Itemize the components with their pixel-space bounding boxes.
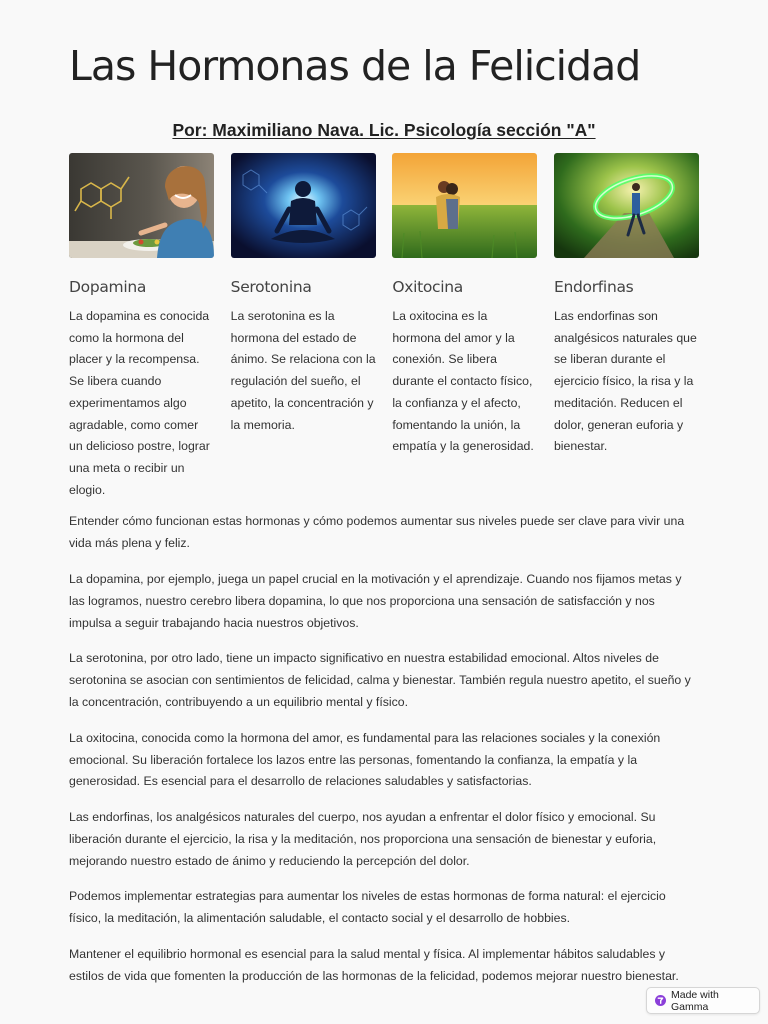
card-oxitocina <box>392 153 537 501</box>
paragraph: Mantener el equilibrio hormonal es esencial para la salud mental y física. Al implementar hábitos saludables y estilos de vida que fomenten la producción de las hormonas de la felicidad, podemos mejorar nuestro bienestar. <box>69 947 679 983</box>
page-title: Las Hormonas de la Felicidad <box>69 42 641 90</box>
card-description: La oxitocina es la hormona del amor y la conexión. Se libera durante el contacto físico, la confianza y el afecto, fomentando la unión, la empatía y la generosidad. <box>392 309 534 454</box>
paragraph: La serotonina, por otro lado, tiene un impacto significativo en nuestra estabilidad emocional. Altos niveles de serotonina se asocian con sentimientos de felicidad, calma y bienestar. También regula nuestro apetito, el sueño y la concentración, contribuyendo a un equilibrio mental y físico. <box>69 651 691 709</box>
card-endorfinas <box>554 153 699 501</box>
card-dopamina <box>69 153 214 501</box>
badge-label: Made with Gamma <box>671 988 719 1013</box>
paragraph: La dopamina, por ejemplo, juega un papel crucial en la motivación y el aprendizaje. Cuando nos fijamos metas y las logramos, nuestro cerebro libera dopamina, lo que nos proporciona una sensación de satisfacción y nos impulsa a seguir trabajando hacia nuestros objetivos. <box>69 571 682 630</box>
gamma-logo-icon <box>655 995 666 1006</box>
hormone-cards <box>69 153 699 501</box>
serotonina-image <box>231 153 376 258</box>
document-body <box>69 38 699 988</box>
card-title: Serotonina <box>230 278 312 296</box>
card-title: Oxitocina <box>392 278 464 296</box>
paragraph: La oxitocina, conocida como la hormona del amor, es fundamental para las relaciones sociales y la conexión emocional. Su liberación fortalece los lazos entre las personas, fomentando la confianza, la empatía y la generosidad. Es esencial para el desarrollo de relaciones saludables y satisfactorias. <box>69 730 661 789</box>
author-subtitle-text: Por: Maximiliano Nava. Lic. Psicología sección "A" <box>172 120 596 140</box>
endorfinas-image <box>554 153 699 258</box>
card-description: La serotonina es la hormona del estado de ánimo. Se relaciona con la regulación del sueño, el apetito, la concentración y la memoria. <box>230 309 376 432</box>
dopamina-image <box>69 153 214 258</box>
paragraph: Podemos implementar estrategias para aumentar los niveles de estas hormonas de forma natural: el ejercicio físico, la meditación, la alimentación saludable, el contacto social y el desarrollo de hobbies. <box>69 889 666 926</box>
oxitocina-image <box>392 153 537 258</box>
paragraph: Las endorfinas, los analgésicos naturales del cuerpo, nos ayudan a enfrentar el dolor físico y emocional. Su liberación durante el ejercicio, la risa y la meditación, nos proporciona una sensación de bienestar y euforia, mejorando nuestro estado de ánimo y reduciendo la percepción del dolor. <box>69 810 657 868</box>
made-with-gamma-button[interactable] <box>646 987 760 1014</box>
card-title: Dopamina <box>69 278 147 296</box>
card-title: Endorfinas <box>553 278 634 296</box>
card-serotonina <box>231 153 376 501</box>
card-description: Las endorfinas son analgésicos naturales que se liberan durante el ejercicio físico, la risa y la meditación. Reducen el dolor, generan euforia y bienestar. <box>553 309 697 454</box>
card-description: La dopamina es conocida como la hormona del placer y la recompensa. Se libera cuando experimentamos algo agradable, como comer un delicioso postre, lograr una meta o recibir un elogio. <box>69 309 210 497</box>
author-subtitle <box>69 118 699 142</box>
paragraph: Entender cómo funcionan estas hormonas y cómo podemos aumentar sus niveles puede ser clave para vivir una vida más plena y feliz. <box>69 514 685 551</box>
